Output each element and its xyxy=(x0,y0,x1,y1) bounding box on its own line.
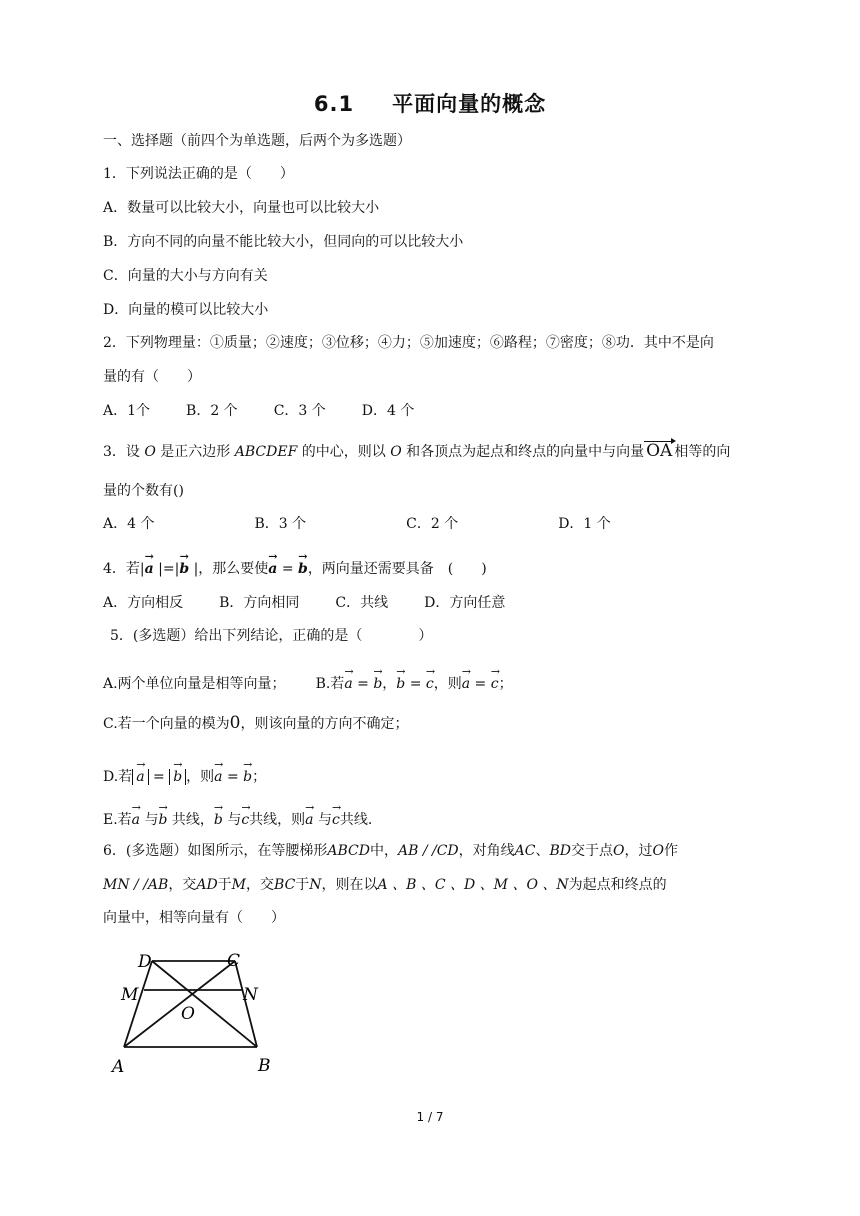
q2-stem-line2: 量的有（ ） xyxy=(103,369,201,385)
q1-option-d: D．向量的模可以比较大小 xyxy=(103,302,269,318)
q5-option-a: A.两个单位向量是相等向量； xyxy=(103,676,286,692)
q4-option-d: D．方向任意 xyxy=(424,595,506,611)
title-text: 平面向量的概念 xyxy=(392,92,547,116)
diagonal-ac xyxy=(124,961,235,1047)
page-number: 1 / 7 xyxy=(416,1110,444,1124)
label-b: B xyxy=(258,1056,271,1076)
q1-option-a: A．数量可以比较大小，向量也可以比较大小 xyxy=(103,200,380,216)
q1-stem: 1．下列说法正确的是（ ） xyxy=(103,166,294,182)
q3-option-a: A．4 个 xyxy=(103,516,155,532)
q6-stem-line3: 向量中，相等向量有（ ） xyxy=(103,910,285,926)
q5-option-c: C.若一个向量的模为0，则该向量的方向不确定； xyxy=(103,713,409,733)
label-a: A xyxy=(112,1057,125,1077)
q6-stem-line1: 6．(多选题）如图所示，在等腰梯形ABCD中，AB / /CD，对角线AC、BD交于点O，过O作 xyxy=(103,843,678,859)
q3-stem-line2: 量的个数有() xyxy=(103,483,184,499)
label-n: N xyxy=(243,985,258,1005)
q5-options-ab xyxy=(103,670,513,694)
q4-options xyxy=(103,593,505,613)
diagonal-bd xyxy=(152,961,257,1047)
q4-option-c: C．共线 xyxy=(335,595,389,611)
label-m: M xyxy=(121,985,139,1005)
q3-option-c: C．2 个 xyxy=(406,516,459,532)
label-o: O xyxy=(181,1004,195,1024)
q5-option-d: D.若→ a = → b ，则→ a = → b； xyxy=(103,763,266,787)
q6-stem-line2: MN / /AB，交AD于M，交BC于N，则在以A 、B 、C 、D 、M 、O 、N为起点和终点的 xyxy=(103,877,667,893)
q2-option-b: B．2 个 xyxy=(186,403,238,419)
q3-stem-line1: 3．设 O 是正六边形 ABCDEF 的中心，则以 O 和各顶点为起点和终点的向量中与向量 OA 相等的向 xyxy=(103,441,731,461)
q4-option-b: B．方向相同 xyxy=(219,595,300,611)
trapezoid-figure xyxy=(108,944,288,1080)
q5-option-b: B.若→ a = → b，→ b = → c，则→ a = → c； xyxy=(316,676,513,692)
q4-option-a: A．方向相反 xyxy=(103,595,184,611)
section-heading: 一、选择题（前四个为单选题，后两个为多选题） xyxy=(103,133,411,149)
q4-stem: 4．若|→ a |=|→ b |，那么要使→ a = → b，两向量还需要具备 ( ) xyxy=(103,555,487,579)
q2-stem-line1: 2．下列物理量：①质量；②速度；③位移；④力；⑤加速度；⑥路程；⑦密度；⑧功．其中不是向 xyxy=(103,335,714,351)
label-c: C xyxy=(227,951,241,971)
page-title xyxy=(0,88,860,118)
q2-option-c: C．3 个 xyxy=(273,403,326,419)
q5-stem: 5．(多选题）给出下列结论，正确的是（ ） xyxy=(110,628,433,644)
q3-option-b: B．3 个 xyxy=(254,516,307,532)
q5-option-e: E.若→ a 与→ b 共线，→ b 与→ c共线，则→ a 与→ c共线. xyxy=(103,806,372,830)
q1-option-c: C．向量的大小与方向有关 xyxy=(103,268,268,284)
q1-option-b: B．方向不同的向量不能比较大小，但同向的可以比较大小 xyxy=(103,234,464,250)
label-d: D xyxy=(138,952,152,972)
q2-option-d: D．4 个 xyxy=(361,403,415,419)
title-number: 6.1 xyxy=(313,92,355,116)
vector-oa: OA xyxy=(646,441,673,461)
q2-options xyxy=(103,401,414,421)
q3-option-d: D．1 个 xyxy=(558,516,611,532)
q2-option-a: A．1个 xyxy=(103,403,151,419)
q3-options xyxy=(103,514,611,534)
